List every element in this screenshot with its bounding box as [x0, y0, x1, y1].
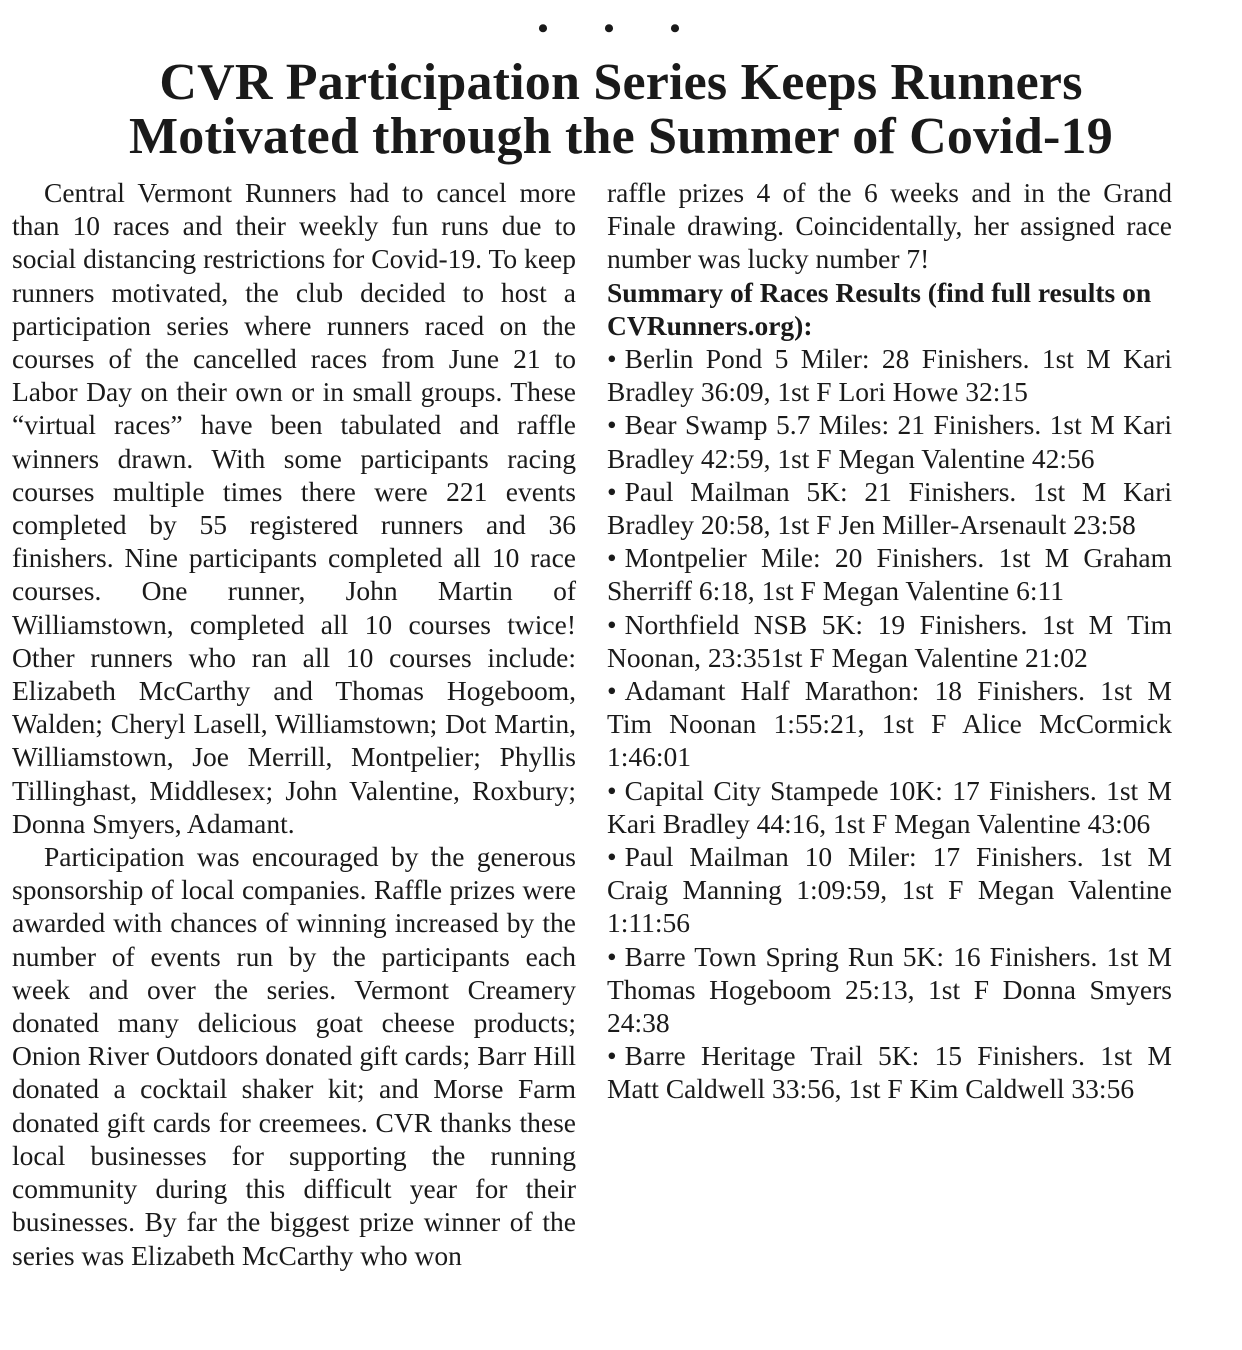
result-item: [607, 1039, 1172, 1105]
result-text: Berlin Pond 5 Miler: 28 Finishers. 1st M Kari Bradley 36:09, 1st F Lori Howe 32:15: [607, 343, 1172, 408]
result-text: Northfield NSB 5K: 19 Finishers. 1st M Tim Noonan, 23:351st F Megan Valentine 21:02: [607, 608, 1172, 673]
bullet-icon: •: [607, 343, 617, 375]
bullet-icon: •: [607, 774, 617, 806]
bullet-icon: •: [607, 1040, 617, 1072]
result-item: [607, 940, 1172, 1040]
results-list: [607, 342, 1172, 1106]
result-item: [607, 541, 1172, 607]
right-column: [607, 176, 1172, 1106]
body-paragraph-1: Central Vermont Runners had to cancel more than 10 races and their weekly fun runs due to social distancing restrictions for Covid-19. To keep runners motivated, the club decided to host a participation series where runners raced on the courses of the cancelled races from June 21 to Labor Day on their own or in small groups. These “virtual races” have been tabulated and raffle winners drawn. With some participants racing courses multiple times there were 221 events completed by 55 registered runners and 36 finishers. Nine participants completed all 10 race courses. One runner, John Martin of Williamstown, completed all 10 courses twice! Other runners who ran all 10 courses include: Elizabeth McCarthy and Thomas Hogeboom, Walden; Cheryl Lasell, Williamstown; Dot Martin, Williamstown, Joe Merrill, Montpelier; Phyllis Tillinghast, Middlesex; John Valentine, Roxbury; Donna Smyers, Adamant.: [12, 177, 576, 839]
bullet-icon: •: [607, 675, 617, 707]
bullet-icon: •: [607, 409, 617, 441]
result-text: Barre Heritage Trail 5K: 15 Finishers. 1st M Matt Caldwell 33:56, 1st F Kim Caldwell 33:56: [607, 1040, 1172, 1105]
result-item: [607, 674, 1172, 774]
bullet-icon: •: [607, 940, 617, 972]
result-text: Paul Mailman 5K: 21 Finishers. 1st M Kari Bradley 20:58, 1st F Jen Miller-Arsenault 23:58: [607, 475, 1172, 541]
section-ornament: • • •: [537, 12, 705, 45]
bullet-icon: •: [607, 475, 617, 507]
bullet-icon: •: [607, 841, 617, 873]
result-item: [607, 774, 1172, 840]
body-paragraph-2-continued: raffle prizes 4 of the 6 weeks and in the Grand Finale drawing. Coincidentally, her assigned race number was lucky number 7!: [607, 177, 1172, 275]
bullet-icon: •: [607, 542, 617, 574]
body-paragraph-2: Participation was encouraged by the generous sponsorship of local companies. Raffle prizes were awarded with chances of winning increased by the number of events run by the participants each week and over the series. Vermont Creamery donated many delicious goat cheese products; Onion River Outdoors donated gift cards; Barr Hill donated a cocktail shaker kit; and Morse Farm donated gift cards for creemees. CVR thanks these local businesses for supporting the running community during this difficult year for their businesses. By far the biggest prize winner of the series was Elizabeth McCarthy who won: [12, 841, 576, 1271]
result-item: [607, 608, 1172, 674]
article-headline: [20, 56, 1222, 164]
result-text: Paul Mailman 10 Miler: 17 Finishers. 1st M Craig Manning 1:09:59, 1st F Megan Valentine 1:11:56: [607, 841, 1172, 939]
result-item: [607, 408, 1172, 474]
headline-line-1: CVR Participation Series Keeps Runners: [159, 54, 1083, 111]
result-text: Barre Town Spring Run 5K: 16 Finishers. 1st M Thomas Hogeboom 25:13, 1st F Donna Smyers 24:38: [607, 940, 1172, 1039]
headline-line-2: Motivated through the Summer of Covid-19: [129, 108, 1113, 165]
result-item: [607, 840, 1172, 940]
bullet-icon: •: [607, 608, 617, 640]
summary-heading: Summary of Races Results (find full results on CVRunners.org):: [607, 276, 1152, 341]
result-item: [607, 475, 1172, 541]
result-text: Adamant Half Marathon: 18 Finishers. 1st M Tim Noonan 1:55:21, 1st F Alice McCormick 1:46:01: [607, 675, 1172, 773]
result-text: Capital City Stampede 10K: 17 Finishers. 1st M Kari Bradley 44:16, 1st F Megan Valentine 43:06: [607, 774, 1172, 839]
result-text: Montpelier Mile: 20 Finishers. 1st M Graham Sherriff 6:18, 1st F Megan Valentine 6:11: [607, 542, 1172, 607]
result-text: Bear Swamp 5.7 Miles: 21 Finishers. 1st M Kari Bradley 42:59, 1st F Megan Valentine 42:56: [607, 409, 1172, 474]
result-item: [607, 342, 1172, 408]
left-column: [12, 176, 576, 1272]
